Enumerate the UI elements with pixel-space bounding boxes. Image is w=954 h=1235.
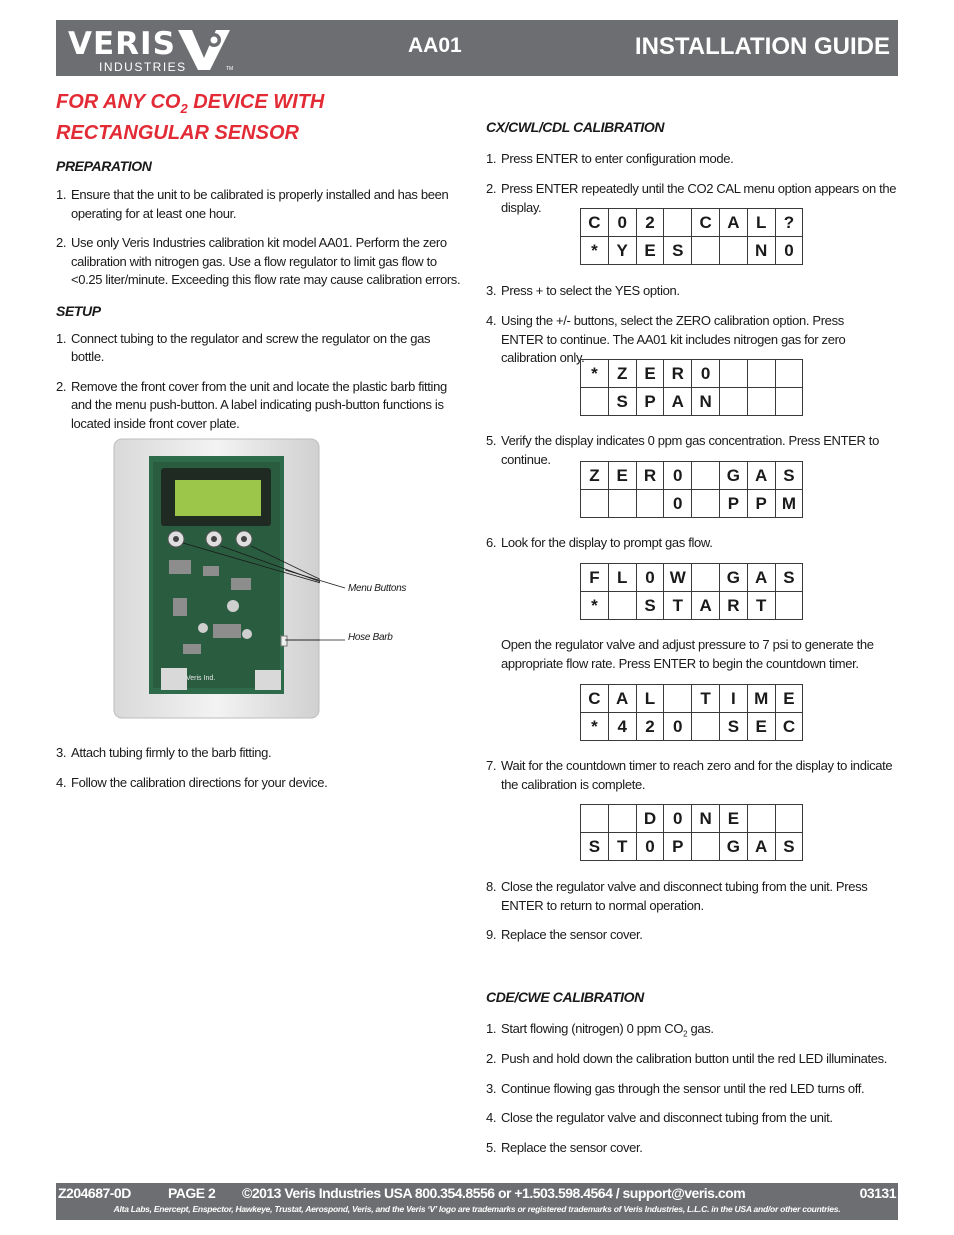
list-item: 2. Remove the front cover from the unit and locate the plastic barb fitting and the menu push-button. A label indicating push-button functions is located inside front cover plate.	[56, 378, 447, 431]
lcd-cell: P	[664, 833, 692, 861]
lcd-cell	[692, 237, 720, 265]
lcd-cell: T	[664, 592, 692, 620]
lcd-row	[581, 805, 803, 833]
trademark-mark: TM	[226, 66, 234, 72]
lcd-cell	[692, 833, 720, 861]
lcd-row	[581, 388, 803, 416]
logo-wordmark: VERIS	[68, 26, 176, 62]
lcd-cell	[719, 388, 747, 416]
lcd-display-zero-span	[580, 359, 803, 416]
lcd-cell	[581, 388, 609, 416]
lcd-row	[581, 713, 803, 741]
step-item: 4. Using the +/- buttons, select the ZERO calibration option. Press ENTER to continue. The AA01 kit includes nitrogen gas for zero calibration only.	[486, 313, 846, 365]
lcd-row	[581, 237, 803, 265]
lcd-cell: C	[581, 685, 609, 713]
lcd-cell: A	[747, 833, 775, 861]
list-item: 3. Attach tubing firmly to the barb fitting.	[56, 745, 272, 760]
lcd-cell: A	[747, 564, 775, 592]
lcd-row	[581, 685, 803, 713]
callout-leaders	[285, 570, 347, 646]
trademark-notice: Alta Labs, Enercept, Enspector, Hawkeye, Trustat, Aerospond, Veris, and the Veris ‘V’ logo are trademarks or registered trademarks of Veris Industries, L.L.C. in the USA and/or other countries.	[113, 1204, 841, 1214]
lcd-cell	[581, 490, 609, 518]
step-item: 8. Close the regulator valve and disconnect tubing from the unit. Press ENTER to return to normal operation.	[486, 879, 868, 913]
cx-calibration-heading: CX/CWL/CDL CALIBRATION	[486, 119, 665, 135]
lcd-cell: L	[608, 564, 636, 592]
lcd-cell: R	[636, 462, 664, 490]
lcd-cell: 2	[636, 713, 664, 741]
lcd-cell	[581, 805, 609, 833]
step-item: 3. Continue flowing gas through the sensor until the red LED turns off.	[486, 1081, 865, 1096]
lcd-cell	[692, 713, 720, 741]
lcd-cell	[719, 360, 747, 388]
header-bar	[56, 20, 898, 76]
lcd-display-done	[580, 804, 803, 861]
lcd-row	[581, 564, 803, 592]
lcd-cell: F	[581, 564, 609, 592]
lcd-cell	[608, 490, 636, 518]
lcd-cell	[775, 805, 803, 833]
lcd-cell: A	[719, 209, 747, 237]
lcd-display-cal-time	[580, 684, 803, 741]
lcd-cell: *	[581, 360, 609, 388]
lcd-display-flow-gas	[580, 563, 803, 620]
lcd-cell: S	[719, 713, 747, 741]
device-section-title: FOR ANY $CO_2$ DEVICE WITH RECTANGULAR SENSOR	[56, 91, 325, 144]
lcd-cell: A	[664, 388, 692, 416]
setup-heading: SETUP	[56, 302, 101, 319]
lcd-cell	[636, 490, 664, 518]
lcd-cell: E	[719, 805, 747, 833]
lcd-cell: R	[664, 360, 692, 388]
lcd-cell: A	[608, 685, 636, 713]
list-item: 4. Follow the calibration directions for your device.	[56, 775, 328, 790]
lcd-cell: R	[719, 592, 747, 620]
lcd-display-zero-gas	[580, 461, 803, 518]
list-item: 1. Connect tubing to the regulator and screw the regulator on the gas bottle.	[56, 330, 431, 364]
logo-subtext: INDUSTRIES	[99, 60, 187, 74]
lcd-cell: 0	[664, 490, 692, 518]
lcd-cell: S	[775, 833, 803, 861]
veris-logo	[66, 26, 236, 72]
lcd-cell: 0	[692, 360, 720, 388]
lcd-cell	[692, 564, 720, 592]
open-valve-note: Open the regulator valve and adjust pressure to 7 psi to generate the appropriate flow rate. Press ENTER to begin the countdown timer.	[501, 637, 874, 671]
step-item: 6. Look for the display to prompt gas flow.	[486, 535, 713, 550]
lcd-cell	[747, 388, 775, 416]
lcd-cell: N	[747, 237, 775, 265]
lcd-cell: T	[692, 685, 720, 713]
lcd-cell: A	[692, 592, 720, 620]
lcd-cell: S	[664, 237, 692, 265]
lcd-cell: P	[719, 490, 747, 518]
lcd-cell	[608, 592, 636, 620]
lcd-cell: E	[608, 462, 636, 490]
lcd-row	[581, 490, 803, 518]
lcd-cell: *	[581, 592, 609, 620]
lcd-cell	[775, 388, 803, 416]
lcd-cell: *	[581, 237, 609, 265]
lcd-cell: P	[636, 388, 664, 416]
lcd-cell: L	[747, 209, 775, 237]
lcd-cell: M	[747, 685, 775, 713]
lcd-cell: I	[719, 685, 747, 713]
lcd-cell	[608, 805, 636, 833]
step-item: 2. Press ENTER repeatedly until the CO2 CAL menu option appears on the display.	[486, 181, 897, 215]
lcd-cell: 4	[608, 713, 636, 741]
veris-v-icon	[178, 28, 230, 72]
lcd-row	[581, 833, 803, 861]
lcd-cell: A	[747, 462, 775, 490]
lcd-cell: S	[581, 833, 609, 861]
lcd-cell: N	[692, 805, 720, 833]
revision-code: 03131	[859, 1185, 896, 1201]
lcd-cell: Z	[581, 462, 609, 490]
lcd-cell: L	[636, 685, 664, 713]
lcd-cell: 0	[608, 209, 636, 237]
lcd-cell	[747, 360, 775, 388]
lcd-cell: E	[747, 713, 775, 741]
page-number: PAGE 2	[168, 1185, 216, 1201]
footer-bar	[56, 1183, 898, 1220]
lcd-cell: W	[664, 564, 692, 592]
lcd-cell	[664, 685, 692, 713]
lcd-cell: ?	[775, 209, 803, 237]
hose-barb-callout: Hose Barb	[348, 632, 393, 643]
step-item: 3. Press + to select the YES option.	[486, 283, 680, 298]
lcd-cell: C	[692, 209, 720, 237]
lcd-cell: T	[747, 592, 775, 620]
step-item: 2. Push and hold down the calibration button until the red LED illuminates.	[486, 1051, 888, 1066]
lcd-cell: 0	[664, 805, 692, 833]
lcd-cell: C	[775, 713, 803, 741]
lcd-cell: N	[692, 388, 720, 416]
lcd-row	[581, 462, 803, 490]
lcd-cell: S	[775, 564, 803, 592]
lcd-cell: T	[608, 833, 636, 861]
lcd-cell: M	[775, 490, 803, 518]
step-item: 5. Replace the sensor cover.	[486, 1140, 643, 1155]
lcd-cell: S	[775, 462, 803, 490]
lcd-cell: S	[636, 592, 664, 620]
step-item: 1. Press ENTER to enter configuration mode.	[486, 151, 734, 166]
lcd-cell	[775, 592, 803, 620]
step-item: 5. Verify the display indicates 0 ppm gas concentration. Press ENTER to continue.	[486, 433, 879, 467]
lcd-cell	[719, 237, 747, 265]
copyright-contact: ©2013 Veris Industries USA 800.354.8556 or +1.503.598.4564 / support@veris.com	[242, 1185, 746, 1201]
lcd-cell: G	[719, 462, 747, 490]
document-number: Z204687-0D	[58, 1185, 131, 1201]
lcd-cell	[692, 462, 720, 490]
lcd-row	[581, 592, 803, 620]
lcd-cell: G	[719, 833, 747, 861]
lcd-cell: S	[608, 388, 636, 416]
lcd-cell: 2	[636, 209, 664, 237]
step-item: 7. Wait for the countdown timer to reach zero and for the display to indicate the calibration is complete.	[486, 758, 893, 792]
preparation-heading: PREPARATION	[56, 158, 152, 174]
lcd-row	[581, 209, 803, 237]
list-item: 1. Ensure that the unit to be calibrated is properly installed and has been operating for at least one hour.	[56, 187, 449, 221]
lcd-cell: Z	[608, 360, 636, 388]
lcd-cell: E	[636, 237, 664, 265]
lcd-cell: E	[775, 685, 803, 713]
lcd-cell: D	[636, 805, 664, 833]
lcd-cell: E	[636, 360, 664, 388]
lcd-cell: 0	[636, 564, 664, 592]
guide-title: INSTALLATION GUIDE	[634, 33, 890, 60]
step-item: 9. Replace the sensor cover.	[486, 927, 643, 942]
lcd-cell	[747, 805, 775, 833]
step-item: 4. Close the regulator valve and disconnect tubing from the unit.	[486, 1110, 833, 1125]
step-item: 1. Start flowing (nitrogen) 0 ppm $CO_2$ gas.	[486, 1021, 714, 1039]
pcb-label: Veris Ind.	[186, 675, 216, 682]
lcd-cell: 0	[664, 713, 692, 741]
model-number: AA01	[408, 34, 462, 57]
lcd-cell	[775, 360, 803, 388]
lcd-row	[581, 360, 803, 388]
lcd-cell: P	[747, 490, 775, 518]
cde-calibration-heading: CDE/CWE CALIBRATION	[486, 989, 644, 1005]
lcd-cell	[692, 490, 720, 518]
menu-buttons-callout: Menu Buttons	[348, 583, 407, 594]
lcd-cell: *	[581, 713, 609, 741]
lcd-cell: 0	[664, 462, 692, 490]
lcd-cell: 0	[636, 833, 664, 861]
lcd-display-co2-cal	[580, 208, 803, 265]
left-column	[56, 90, 466, 433]
lcd-cell: G	[719, 564, 747, 592]
lcd-cell	[664, 209, 692, 237]
lcd-cell: Y	[608, 237, 636, 265]
lcd-cell: 0	[775, 237, 803, 265]
lcd-cell: C	[581, 209, 609, 237]
list-item: 2. Use only Veris Industries calibration kit model AA01. Perform the zero calibration with nitrogen gas. Use a flow regulator to limit gas flow to <0.25 liter/minute. Exceeding this flow rate may cause calibration errors.	[56, 235, 461, 287]
